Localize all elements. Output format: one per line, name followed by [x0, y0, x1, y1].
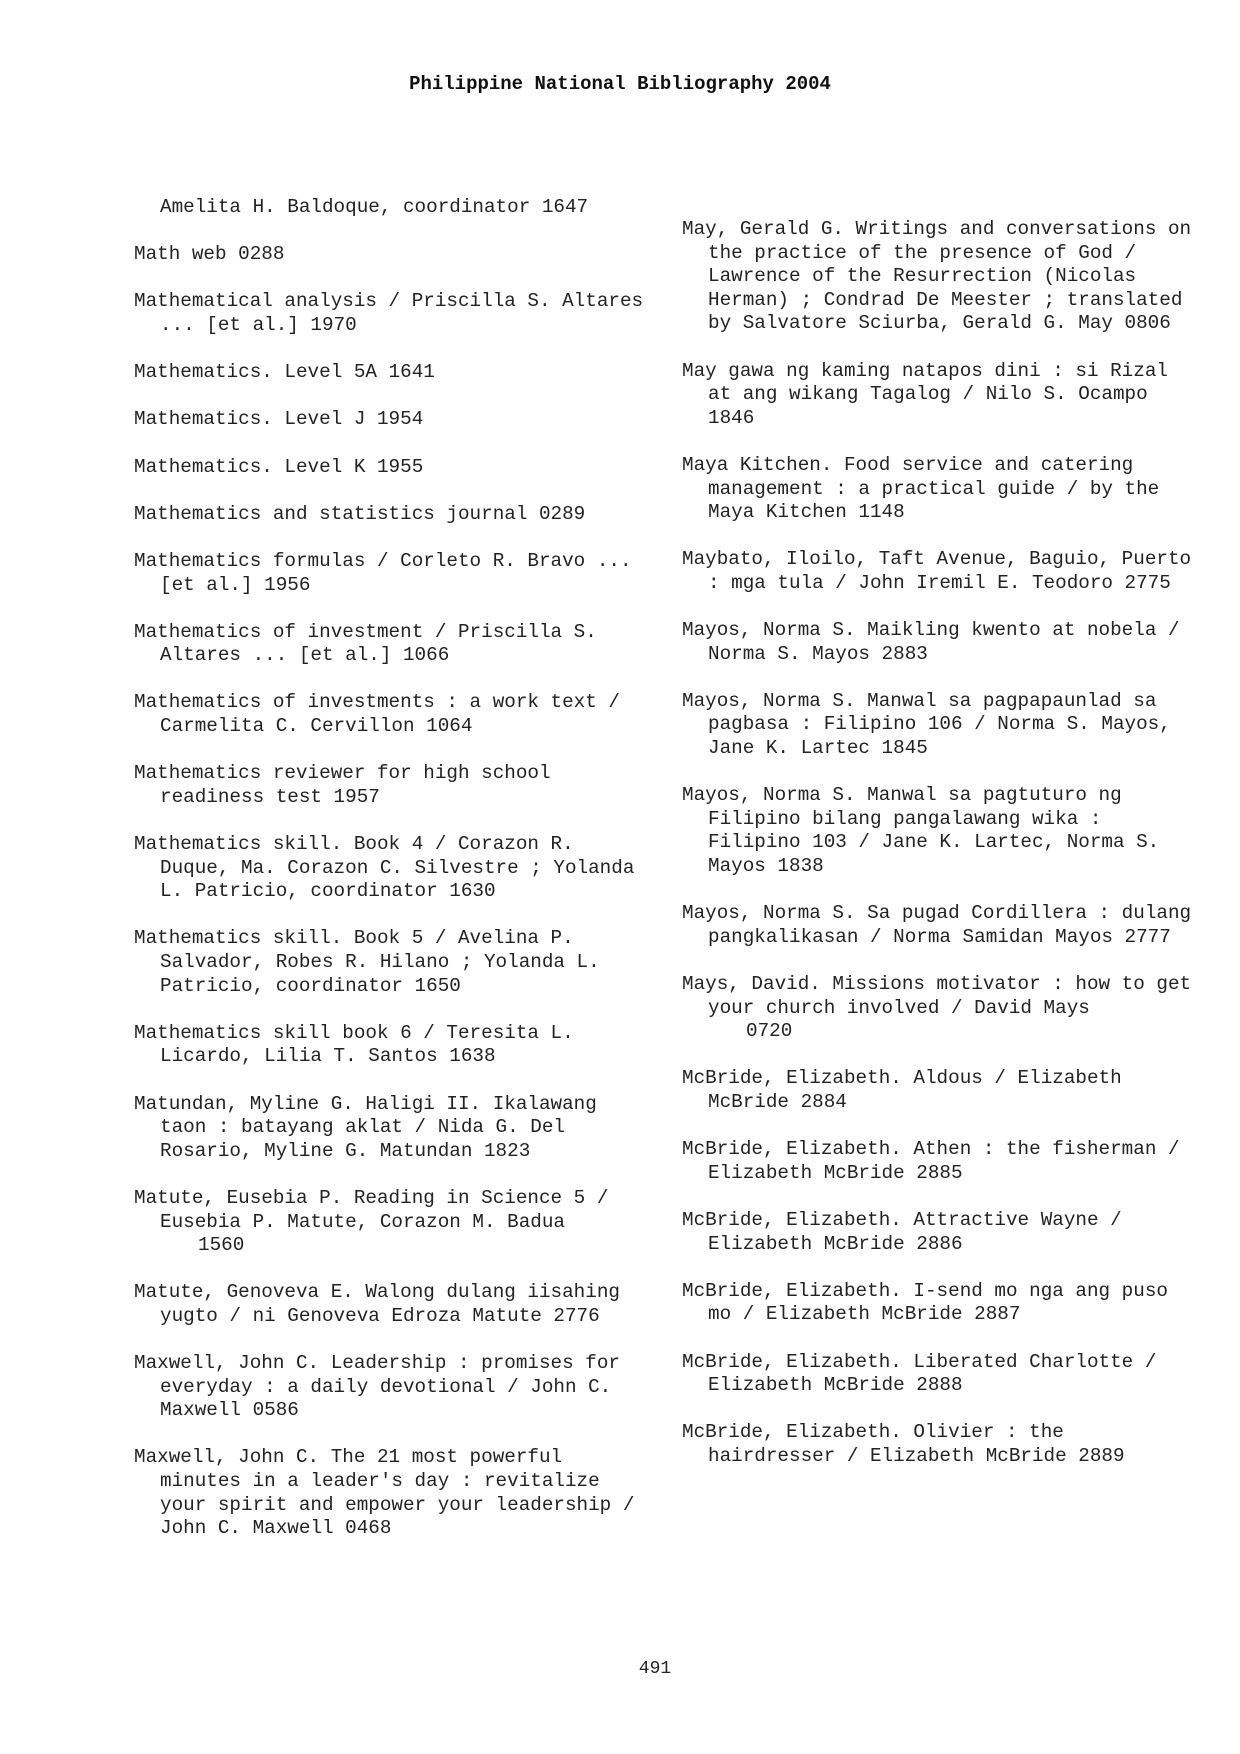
bibliography-entry: Mathematics reviewer for high school readiness test 1957	[134, 762, 551, 808]
bibliography-entry: May, Gerald G. Writings and conversations on the practice of the presence of God / Lawrence of the Resurrection (Nicolas Herman) ; Condrad De Meester ; translated by Salvatore Sciurba, Gerald G. May 0806	[682, 218, 1192, 335]
page-title: Philippine National Bibliography 2004	[409, 73, 831, 95]
bibliography-entry: Mathematics. Level K 1955	[134, 455, 424, 478]
bibliography-entry: Mayos, Norma S. Sa pugad Cordillera : dulang pangkalikasan / Norma Samidan Mayos 2777	[682, 902, 1192, 948]
bibliography-entry: Mathematics of investment / Priscilla S. Altares ... [et al.] 1066	[134, 620, 597, 667]
bibliography-entry: Mathematics formulas / Corleto R. Bravo ... [et al.] 1956	[134, 549, 632, 596]
bibliography-entry: Mathematics. Level J 1954	[134, 408, 424, 431]
bibliography-entry: Maybato, Iloilo, Taft Avenue, Baguio, Puerto : mga tula / John Iremil E. Teodoro 2775	[682, 548, 1192, 594]
bibliography-entry: McBride, Elizabeth. Attractive Wayne / Elizabeth McBride 2886	[682, 1208, 1122, 1255]
entry-number: 0720	[746, 1020, 793, 1043]
bibliography-entry: Maxwell, John C. The 21 most powerful minutes in a leader's day : revitalize your spirit and empower your leadership / John C. Maxwell 0468	[134, 1446, 635, 1540]
page-number: 491	[638, 1659, 672, 1679]
entry-number: 1560	[198, 1234, 245, 1257]
bibliography-entry: Maya Kitchen. Food service and catering management : a practical guide / by the Maya Kitchen 1148	[682, 453, 1160, 524]
bibliography-entry: Mathematics skill book 6 / Teresita L. Licardo, Lilia T. Santos 1638	[134, 1021, 574, 1068]
bibliography-entry: Mayos, Norma S. Manwal sa pagtuturo ng Filipino bilang pangalawang wika : Filipino 103 / Jane K. Lartec, Norma S. Mayos 1838	[682, 784, 1160, 878]
bibliography-entry: Amelita H. Baldoque, coordinator 1647	[160, 196, 589, 218]
entry-text: Mays, David. Missions motivator : how to get your church involved / David Mays	[682, 973, 1192, 1019]
bibliography-entry: Mathematical analysis / Priscilla S. Altares ... [et al.] 1970	[134, 290, 644, 336]
bibliography-entry: Mayos, Norma S. Maikling kwento at nobela / Norma S. Mayos 2883	[682, 619, 1180, 665]
bibliography-column-right	[682, 218, 1202, 1492]
bibliography-entry: Matute, Genoveva E. Walong dulang iisahing yugto / ni Genoveva Edroza Matute 2776	[134, 1281, 620, 1327]
bibliography-entry	[682, 973, 1202, 1044]
bibliography-entry: May gawa ng kaming natapos dini : si Rizal at ang wikang Tagalog / Nilo S. Ocampo 1846	[682, 359, 1168, 429]
bibliography-entry: McBride, Elizabeth. Athen : the fisherman / Elizabeth McBride 2885	[682, 1138, 1180, 1184]
bibliography-entry: Mathematics skill. Book 4 / Corazon R. Duque, Ma. Corazon C. Silvestre ; Yolanda L. Patricio, coordinator 1630	[134, 833, 635, 903]
bibliography-entry: Mathematics and statistics journal 0289	[134, 502, 586, 525]
bibliography-entry: Mathematics skill. Book 5 / Avelina P. Salvador, Robes R. Hilano ; Yolanda L. Patricio, coordinator 1650	[134, 927, 600, 997]
bibliography-entry: Math web 0288	[134, 243, 285, 266]
entry-text: Matute, Eusebia P. Reading in Science 5 / Eusebia P. Matute, Corazon M. Badua	[134, 1186, 609, 1233]
bibliography-entry: Mathematics of investments : a work text / Carmelita C. Cervillon 1064	[134, 691, 620, 738]
bibliography-entry: McBride, Elizabeth. Liberated Charlotte / Elizabeth McBride 2888	[682, 1350, 1157, 1397]
bibliography-entry: Mayos, Norma S. Manwal sa pagpapaunlad sa pagbasa : Filipino 106 / Norma S. Mayos, Jane K. Lartec 1845	[682, 689, 1171, 760]
bibliography-column-left	[134, 196, 654, 1564]
bibliography-entry: McBride, Elizabeth. Aldous / Elizabeth McBride 2884	[682, 1067, 1122, 1113]
bibliography-entry: Maxwell, John C. Leadership : promises for everyday : a daily devotional / John C. Maxwell 0586	[134, 1352, 620, 1422]
bibliography-entry: McBride, Elizabeth. Olivier : the hairdresser / Elizabeth McBride 2889	[682, 1421, 1125, 1467]
bibliography-entry: Mathematics. Level 5A 1641	[134, 361, 435, 384]
bibliography-entry: Matundan, Myline G. Haligi II. Ikalawang taon : batayang aklat / Nida G. Del Rosario, Myline G. Matundan 1823	[134, 1092, 597, 1162]
bibliography-entry: McBride, Elizabeth. I-send mo nga ang puso mo / Elizabeth McBride 2887	[682, 1279, 1168, 1326]
bibliography-entry	[134, 1187, 654, 1258]
